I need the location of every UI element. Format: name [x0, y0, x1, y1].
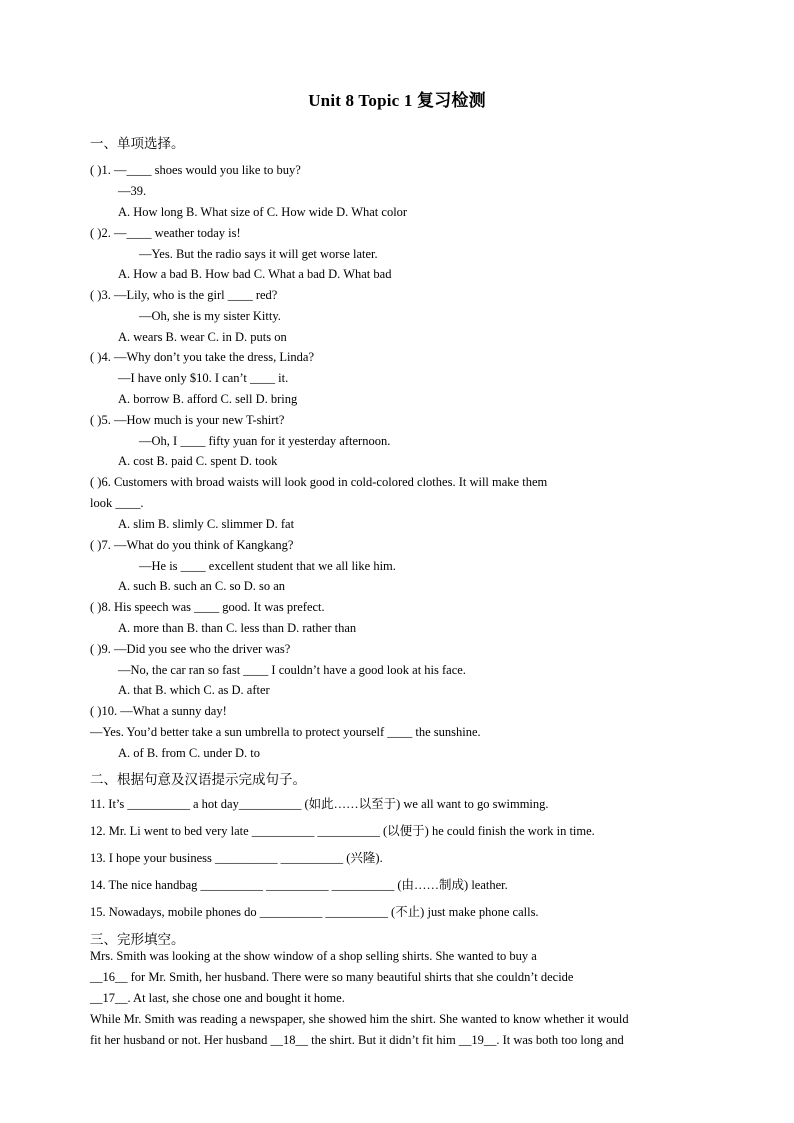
question-9-options: A. that B. which C. as D. after	[118, 683, 270, 697]
question-8-options: A. more than B. than C. less than D. rather than	[118, 621, 357, 635]
question-4-answer: —I have only $10. I can’t ____ it.	[118, 371, 289, 385]
question-10: ( )10. —What a sunny day!	[90, 704, 227, 718]
section-3-heading: 三、完形填空。	[90, 932, 185, 947]
question-7-answer: —He is ____ excellent student that we all like him.	[139, 559, 396, 573]
question-5-answer: —Oh, I ____ fifty yuan for it yesterday afternoon.	[139, 434, 391, 448]
question-1-answer: —39.	[118, 184, 147, 198]
question-3-answer: —Oh, she is my sister Kitty.	[139, 309, 281, 323]
cloze-line-2: __16__ for Mr. Smith, her husband. There were so many beautiful shirts that she couldn’t decide	[90, 970, 574, 984]
question-8: ( )8. His speech was ____ good. It was prefect.	[90, 600, 325, 614]
question-5-options: A. cost B. paid C. spent D. took	[118, 454, 278, 468]
cloze-line-4: While Mr. Smith was reading a newspaper, she showed him the shirt. She wanted to know whether it would	[90, 1012, 629, 1026]
question-7-options: A. such B. such an C. so D. so an	[118, 579, 286, 593]
question-5: ( )5. —How much is your new T-shirt?	[90, 413, 285, 427]
question-6-options: A. slim B. slimly C. slimmer D. fat	[118, 517, 295, 531]
sentence-14: 14. The nice handbag __________ __________ __________ (由……制成) leather.	[90, 878, 508, 892]
sentence-15: 15. Nowadays, mobile phones do __________ __________ (不止) just make phone calls.	[90, 905, 539, 919]
question-3-options: A. wears B. wear C. in D. puts on	[118, 330, 287, 344]
question-6-continued: look ____.	[90, 496, 144, 510]
question-3: ( )3. —Lily, who is the girl ____ red?	[90, 288, 278, 302]
cloze-line-1: Mrs. Smith was looking at the show window of a shop selling shirts. She wanted to buy a	[90, 949, 537, 963]
sentence-12: 12. Mr. Li went to bed very late __________ __________ (以便于) he could finish the work in time.	[90, 824, 595, 838]
question-7: ( )7. —What do you think of Kangkang?	[90, 538, 294, 552]
cloze-line-3: __17__. At last, she chose one and bought it home.	[90, 991, 345, 1005]
question-4-options: A. borrow B. afford C. sell D. bring	[118, 392, 298, 406]
question-9-answer: —No, the car ran so fast ____ I couldn’t have a good look at his face.	[118, 663, 466, 677]
sentence-11: 11. It’s __________ a hot day__________ (如此……以至于) we all want to go swimming.	[90, 797, 549, 811]
question-4: ( )4. —Why don’t you take the dress, Linda?	[90, 350, 315, 364]
section-2-heading: 二、根据句意及汉语提示完成句子。	[90, 772, 306, 787]
question-1-options: A. How long B. What size of C. How wide D. What color	[118, 205, 408, 219]
question-9: ( )9. —Did you see who the driver was?	[90, 642, 291, 656]
cloze-line-5: fit her husband or not. Her husband __18__ the shirt. But it didn’t fit him __19__. It was both too long and	[90, 1033, 624, 1047]
question-1: ( )1. —____ shoes would you like to buy?	[90, 163, 301, 177]
question-2-options: A. How a bad B. How bad C. What a bad D. What bad	[118, 267, 392, 281]
section-1-heading: 一、单项选择。	[90, 136, 185, 151]
question-2: ( )2. —____ weather today is!	[90, 226, 241, 240]
sentence-13: 13. I hope your business __________ __________ (兴隆).	[90, 851, 383, 865]
page-title: Unit 8 Topic 1 复习检测	[308, 91, 486, 110]
question-10-answer: —Yes. You’d better take a sun umbrella to protect yourself ____ the sunshine.	[90, 725, 481, 739]
question-6: ( )6. Customers with broad waists will look good in cold-colored clothes. It will make them	[90, 475, 548, 489]
question-10-options: A. of B. from C. under D. to	[118, 746, 260, 760]
question-2-answer: —Yes. But the radio says it will get worse later.	[139, 247, 378, 261]
